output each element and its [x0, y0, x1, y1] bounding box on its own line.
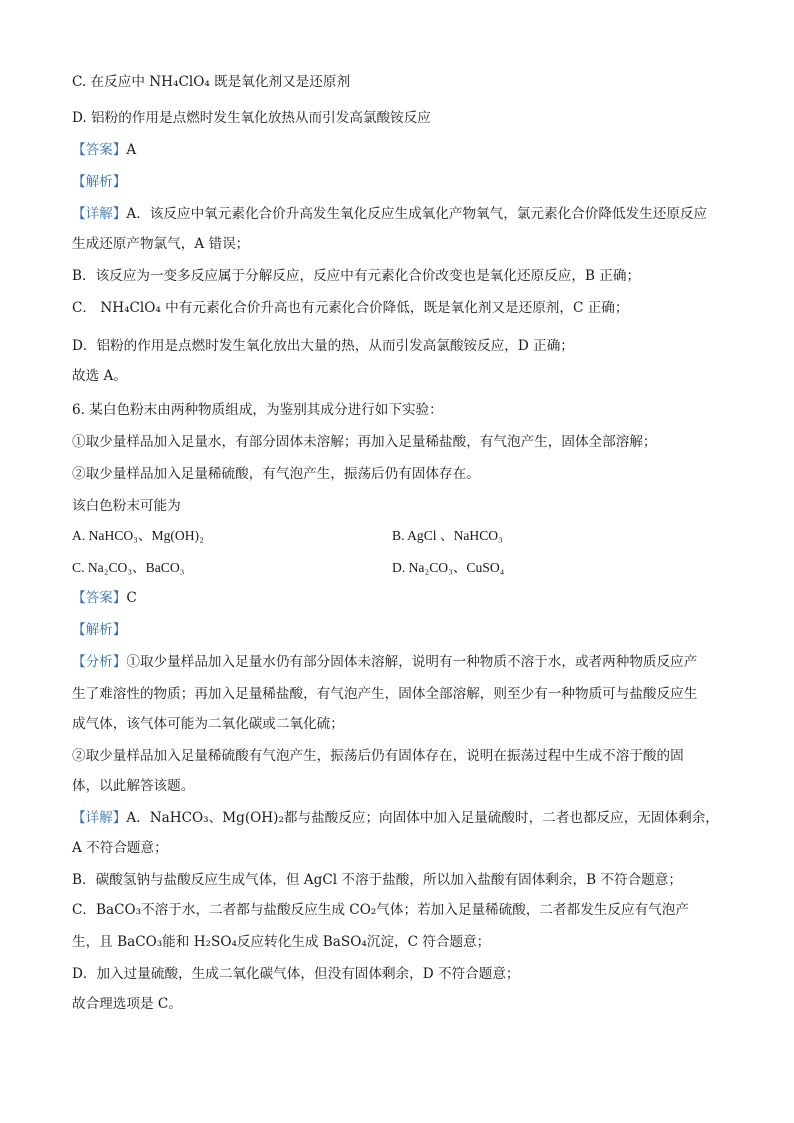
detail-line: C．BaCO₃不溶于水，二者都与盐酸反应生成 CO₂气体；若加入足量稀硫酸，二者都发生反应有气泡产 [72, 902, 689, 918]
options-row [72, 558, 504, 578]
analysis-heading [72, 172, 126, 192]
analysis-line [72, 652, 697, 672]
detail-text: A．NaHCO₃、Mg(OH)₂都与盐酸反应；向固体中加入足量硫酸时，二者也都反应，无固体剩余， [126, 810, 719, 826]
detail-line: B．碳酸氢钠与盐酸反应生成气体，但 AgCl 不溶于盐酸，所以加入盐酸有固体剩余，B 不符合题意； [72, 872, 682, 888]
option-c-prev: C. 在反应中 NH₄ClO₄ 既是氧化剂又是还原剂 [72, 74, 351, 90]
options-row [72, 526, 503, 546]
answer-tag: 【答案】 [72, 590, 127, 606]
detail-line [72, 808, 719, 828]
conclusion-line: 故选 A。 [72, 368, 127, 384]
answer-tag: 【答案】 [72, 142, 127, 158]
detail-line: B．该反应为一变多反应属于分解反应，反应中有元素化合价改变也是氧化还原反应，B 正确； [72, 268, 641, 284]
conclusion-line: 故合理选项是 C。 [72, 996, 182, 1012]
detail-line: D．铝粉的作用是点燃时发生氧化放出大量的热，从而引发高氯酸铵反应，D 正确； [72, 338, 574, 354]
option-b: B. AgCl 、NaHCO₃ [392, 528, 503, 543]
question-ask: 该白色粉末可能为 [72, 498, 181, 514]
answer-value: C [126, 590, 137, 606]
detail-tag: 【详解】 [72, 206, 127, 222]
question-stem: 6. 某白色粉末由两种物质组成，为鉴别其成分进行如下实验： [72, 402, 443, 418]
analysis-line: 体，以此解答该题。 [72, 778, 195, 794]
detail-line: 生成还原产物氯气，A 错误； [72, 236, 250, 252]
fenxi-tag: 【分析】 [72, 654, 127, 670]
analysis-text: ①取少量样品加入足量水仍有部分固体未溶解，说明有一种物质不溶于水，或者两种物质反应产 [126, 654, 698, 670]
option-c: C. Na₂CO₃、BaCO₃ [72, 560, 185, 575]
analysis-tag: 【解析】 [72, 174, 127, 190]
answer-line [72, 140, 136, 160]
option-d: D. Na₂CO₃、CuSO₄ [392, 560, 505, 575]
detail-line: 生，且 BaCO₃能和 H₂SO₄反应转化生成 BaSO₄沉淀，C 符合题意； [72, 934, 491, 950]
detail-tag: 【详解】 [72, 810, 127, 826]
option-d-prev: D. 铝粉的作用是点燃时发生氧化放热从而引发高氯酸铵反应 [72, 110, 431, 126]
analysis-line: ②取少量样品加入足量稀硫酸有气泡产生，振荡后仍有固体存在，说明在振荡过程中生成不溶于酸的固 [72, 748, 684, 764]
detail-line: A 不符合题意； [72, 840, 168, 856]
answer-line [72, 588, 137, 608]
analysis-heading [72, 620, 126, 640]
detail-line: D．加入过量硫酸，生成二氧化碳气体，但没有固体剩余，D 不符合题意； [72, 966, 520, 982]
answer-value: A [126, 142, 137, 158]
detail-line [72, 204, 707, 224]
experiment-2: ②取少量样品加入足量稀硫酸，有气泡产生，振荡后仍有固体存在。 [72, 466, 480, 482]
analysis-line: 生了难溶性的物质；再加入足量稀盐酸，有气泡产生，固体全部溶解，则至少有一种物质可与盐酸反应生 [72, 686, 698, 702]
analysis-line: 成气体，该气体可能为二氧化碳或二氧化硫； [72, 716, 344, 732]
detail-line: C． NH₄ClO₄ 中有元素化合价升高也有元素化合价降低，既是氧化剂又是还原剂，C 正确； [72, 300, 629, 316]
option-a: A. NaHCO₃、Mg(OH)₂ [72, 528, 204, 543]
detail-text: A．该反应中氧元素化合价升高发生氧化反应生成氧化产物氧气，氯元素化合价降低发生还原反应 [126, 206, 708, 222]
analysis-tag: 【解析】 [72, 622, 127, 638]
experiment-1: ①取少量样品加入足量水，有部分固体未溶解；再加入足量稀盐酸，有气泡产生，固体全部溶解； [72, 434, 657, 450]
